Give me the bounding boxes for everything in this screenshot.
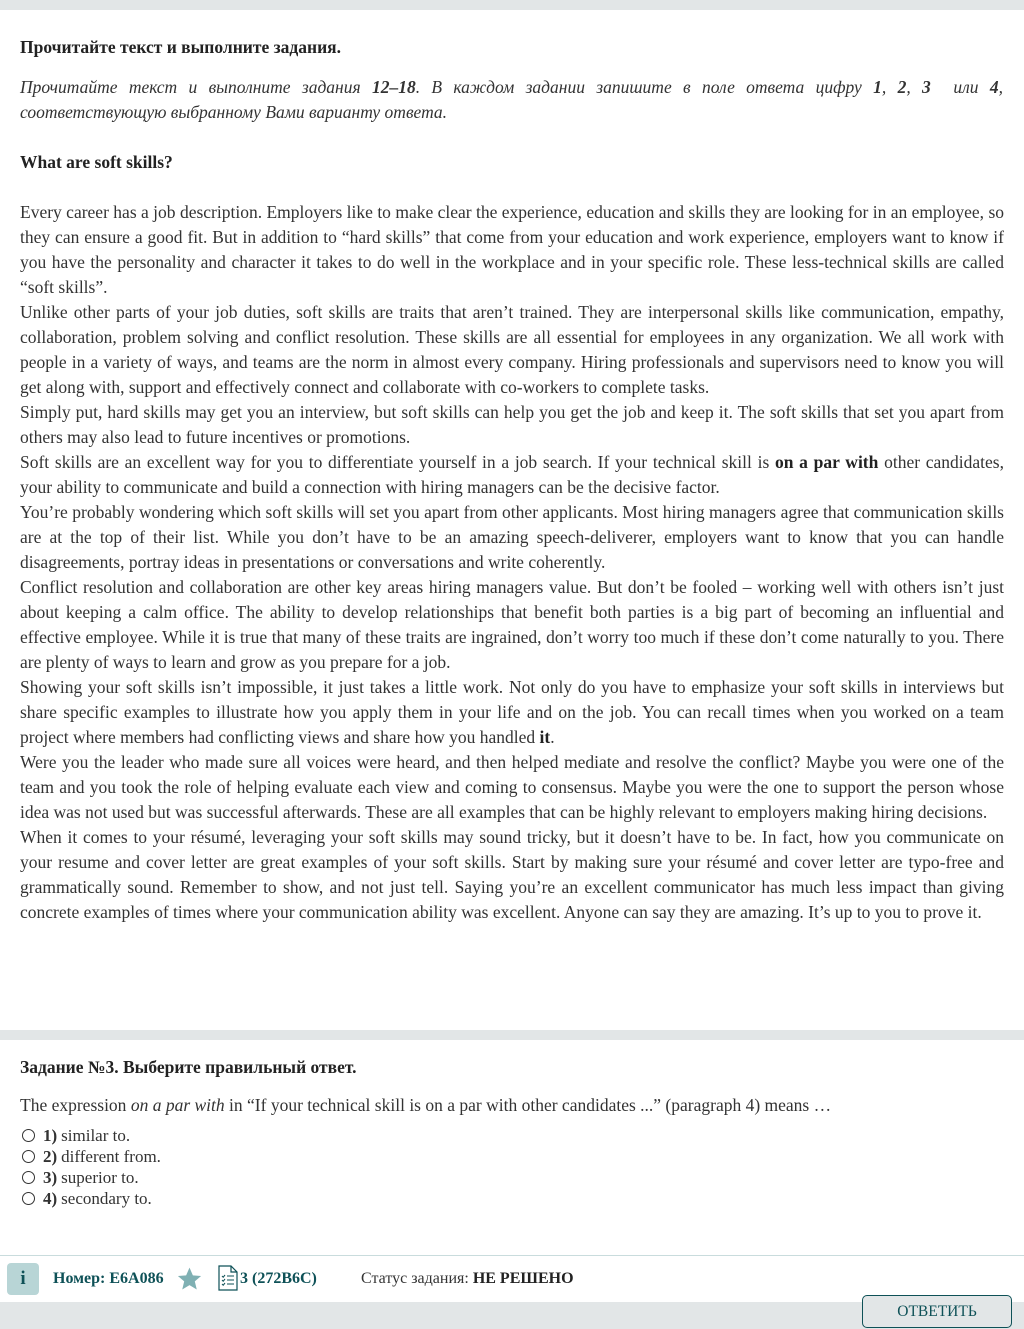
paragraph: Unlike other parts of your job duties, soft skills are traits that aren’t trained. They are interpersonal skills like communication, empathy, collaboration, problem solving and conflict resolution. These skills are all essential for employees in any organization. We all work with people in a variety of ways, and teams are the norm in almost every company. Hiring professionals and supervisors need to know you will get along with, support and effectively connect and collaborate with co-workers to complete tasks.	[20, 302, 1004, 397]
paragraph: Conflict resolution and collaboration are other key areas hiring managers value. But don’t be fooled – working well with others isn’t just about keeping a calm office. The ability to develop relationships that benefit both parties is a big part of becoming an influential and effective employee. While it is true that many of these traits are ingrained, don’t worry too much if these don’t come naturally to you. There are plenty of ways to learn and grow as you prepare for a job.	[20, 577, 1004, 672]
answer-option-1[interactable]	[20, 1125, 161, 1146]
option-text: different from.	[61, 1146, 161, 1166]
task-title: Задание №3. Выберите правильный ответ.	[20, 1057, 357, 1077]
digit: 3	[922, 77, 931, 97]
answer-option-2[interactable]	[20, 1146, 161, 1167]
radio-button[interactable]	[22, 1129, 35, 1142]
option-number: 1)	[43, 1125, 58, 1145]
highlighted-phrase: on a par with	[774, 452, 879, 472]
sub-text: , соответствующую выбранному Вами варианту ответа.	[20, 77, 1003, 122]
paragraph: Simply put, hard skills may get you an interview, but soft skills can help you get the job and keep it. The soft skills that set you apart from others may also lead to future incentives or promotions.	[20, 402, 1004, 447]
info-button[interactable]: i	[7, 1263, 39, 1295]
document-list-icon[interactable]	[218, 1265, 238, 1291]
task-question	[20, 1095, 831, 1116]
reading-card	[0, 10, 1024, 1030]
paragraph: Were you the leader who made sure all voices were heard, and then helped mediate and resolve the conflict? Maybe you were one of the team and you took the role of helping evaluate each view and coming to consensus. Maybe you were the one to support the person whose idea was not used but was successful afterwards. These are all examples that can be highly relevant to employers making hiring decisions.	[20, 752, 1004, 822]
radio-button[interactable]	[22, 1171, 35, 1184]
variant-link[interactable]: 3 (272B6C)	[240, 1270, 317, 1287]
article-body	[20, 200, 1004, 925]
radio-button[interactable]	[22, 1192, 35, 1205]
status-label: Статус задания:	[361, 1270, 473, 1287]
paragraph: You’re probably wondering which soft skills will set you apart from other applicants. Most hiring managers agree that communication skills are at the top of their list. While you don’t have to be an amazing speech-deliverer, employers want to know that you can handle disagreements, portray ideas in presentations or conversations and write coherently.	[20, 502, 1004, 572]
answer-options	[20, 1125, 161, 1209]
option-number: 2)	[43, 1146, 58, 1166]
paragraph: When it comes to your résumé, leveraging your soft skills may sound tricky, but it doesn’t have to be. In fact, how you communicate on your resume and cover letter are great examples of your soft skills. Start by making sure your résumé and cover letter are typo-free and grammatically sound. Remember to show, and not just tell. Saying you’re an excellent communicator has much less impact than giving concrete examples of times where your communication ability was excellent. Anyone can say they are amazing. It’s up to you to prove it.	[20, 827, 1004, 922]
question-text: in “If your technical skill is on a par with other candidates ...” (paragraph 4) means …	[224, 1095, 832, 1115]
answer-option-3[interactable]	[20, 1167, 161, 1188]
paragraph-text: Showing your soft skills isn’t impossible, it just takes a little work. Not only do you have to emphasize your soft skills in interviews but share specific examples to illustrate how you apply them in your life and on the job. You can recall times when you worked on a team project where members had conflicting views and share how you handled	[20, 677, 1004, 747]
option-number: 3)	[43, 1167, 58, 1187]
paragraph-text: Soft skills are an excellent way for you to differentiate yourself in a job search. If your technical skill is	[20, 452, 775, 472]
paragraph	[20, 675, 1004, 750]
task-card	[0, 1040, 1024, 1255]
digit: 4	[989, 77, 999, 97]
paragraph-text: other candidates, your ability to communicate and build a connection with hiring managers can be the decisive factor.	[20, 452, 1004, 497]
paragraph	[20, 450, 1004, 500]
option-text: similar to.	[61, 1125, 131, 1145]
task-status	[361, 1270, 574, 1288]
task-range: 12–18	[371, 77, 416, 97]
sub-text: Прочитайте текст и выполните задания	[20, 77, 372, 97]
answer-option-4[interactable]	[20, 1188, 161, 1209]
question-phrase: on a par with	[130, 1095, 225, 1115]
top-bar	[0, 0, 1024, 10]
star-icon[interactable]	[176, 1266, 203, 1292]
question-text: The expression	[20, 1095, 131, 1115]
task-number: Номер: E6A086	[53, 1270, 164, 1287]
radio-button[interactable]	[22, 1150, 35, 1163]
article-title: What are soft skills?	[20, 152, 173, 172]
sub-text: ,	[906, 77, 923, 97]
highlighted-word: it	[539, 727, 551, 747]
instruction-subtext	[20, 75, 1003, 125]
status-value: НЕ РЕШЕНО	[472, 1270, 574, 1287]
sub-text: . В каждом задании запишите в поле ответа цифру	[415, 77, 874, 97]
paragraph-text: .	[550, 727, 555, 747]
option-text: superior to.	[61, 1167, 139, 1187]
answer-button[interactable]: ОТВЕТИТЬ	[862, 1295, 1012, 1328]
digit: 2	[897, 77, 907, 97]
sub-text: ,	[881, 77, 898, 97]
digit: 1	[873, 77, 882, 97]
paragraph: Every career has a job description. Employers like to make clear the experience, education and skills they are looking for in an employee, so they can ensure a good fit. But in addition to “hard skills” that come from your education and work experience, employers want to know if you have the personality and character it takes to do well in the workplace and in your specific role. These less-technical skills are called “soft skills”.	[20, 202, 1004, 297]
sub-text: или	[930, 77, 990, 97]
option-number: 4)	[43, 1188, 58, 1208]
instruction-heading: Прочитайте текст и выполните задания.	[20, 37, 342, 57]
option-text: secondary to.	[61, 1188, 152, 1208]
